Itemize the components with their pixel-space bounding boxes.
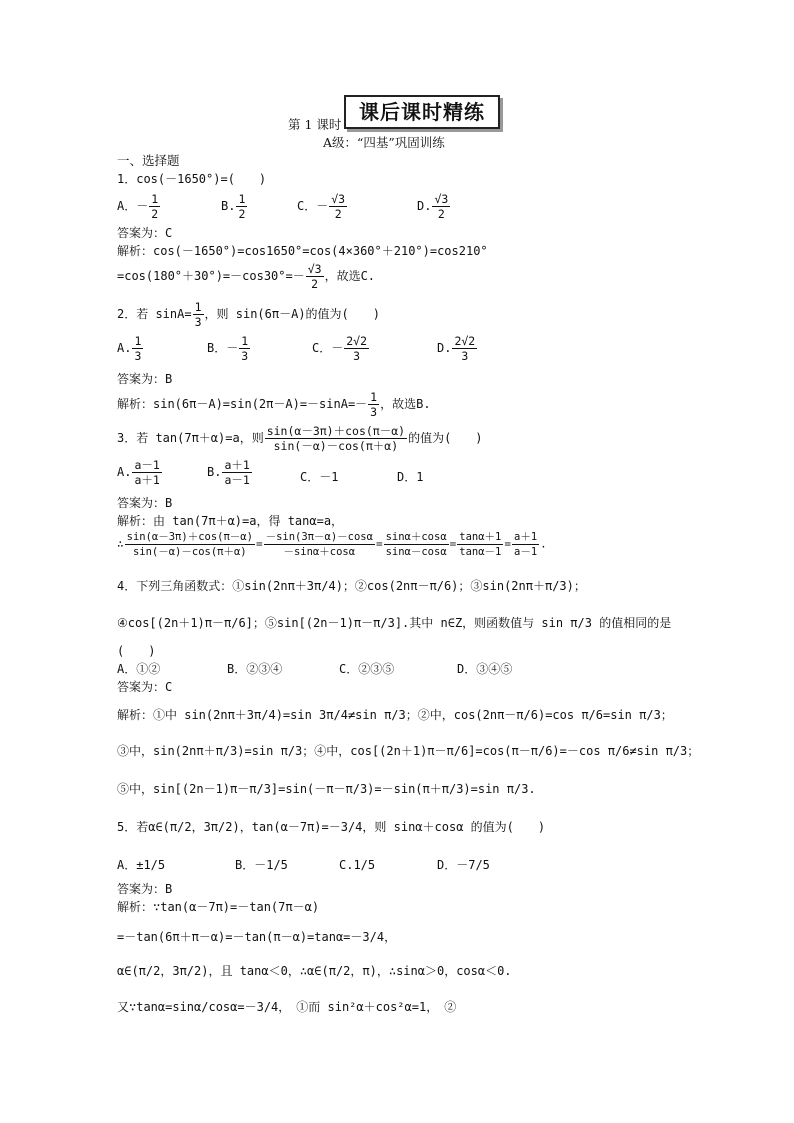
level-heading: A级：“四基”巩固训练 [323, 135, 445, 150]
question-2-answer: 答案为：B [117, 372, 173, 386]
option-b: B．－1/5 [235, 858, 288, 872]
question-1-stem: 1．cos(－1650°)=( ) [117, 172, 267, 186]
option-b: B. $\frac{1}{2}$ [221, 192, 246, 221]
question-1-solution-line-1: 解析：cos(－1650°)=cos1650°=cos(4×360°＋210°)=cos210° [117, 244, 488, 258]
question-3-solution-line-1: 解析：由 tan(7π＋α)=a，得 tanα=a， [117, 514, 344, 528]
option-b: B．②③④ [227, 662, 283, 676]
option-d: D．③④⑤ [457, 662, 513, 676]
option-c: C.1/5 [339, 858, 376, 872]
option-c: C．－ $\frac{√3}{2}$ [297, 192, 346, 221]
option-a: A．－ $\frac{1}{2}$ [117, 192, 159, 221]
question-2-stem: 2．若 sinA= $\frac{1}{3}$ ，则 sin(6π－A)的值为( ) [117, 300, 380, 329]
question-4-solution-line-2: ③中，sin(2nπ＋π/3)=sin π/3；④中，cos[(2n＋1)π－π/6]=cos(π－π/6)=－cos π/6≠sin π/3； [117, 744, 700, 758]
question-5-solution-line-3: α∈(π/2，3π/2)，且 tanα＜0，∴α∈(π/2，π)，∴sinα＞0，cosα＜0. [117, 964, 512, 978]
question-2-solution: 解析：sin(6π－A)=sin(2π－A)=－sinA=－ $\frac{1}{3}$ ，故选B. [117, 390, 431, 419]
question-3-stem: 3．若 tan(7π＋α)=a，则 $\frac{\sin(\alpha-3\pi)+\cos(\pi-\alpha)}{\sin(-\alpha)-\cos(\pi+\alpha)}$ 的值为( ) [117, 424, 483, 453]
question-4-solution-line-1: 解析：①中 sin(2nπ＋3π/4)=sin 3π/4≠sin π/3；②中，cos(2nπ－π/6)=cos π/6=sin π/3； [117, 708, 673, 722]
option-c: C．－ $\frac{2√2}{3}$ [312, 334, 368, 363]
question-4-options [117, 660, 597, 678]
question-1-solution-line-2: =cos(180°＋30°)=－cos30°=－ $\frac{√3}{2}$ ，故选C. [117, 262, 376, 291]
question-4-line-2: ④cos[(2n＋1)π－π/6]；⑤sin[(2n－1)π－π/3].其中 n∈Z，则函数值与 sin π/3 的值相同的是 [117, 616, 672, 630]
option-c: C．－1 [300, 470, 339, 484]
option-b: B. $\frac{a+1}{a-1}$ [207, 458, 250, 487]
option-b: B．－ $\frac{1}{3}$ [207, 334, 249, 363]
question-4-solution-line-3: ⑤中，sin[(2n－1)π－π/3]=sin(－π－π/3)=－sin(π＋π/3)=sin π/3. [117, 782, 536, 796]
question-3-answer: 答案为：B [117, 496, 173, 510]
option-a: A．①② [117, 662, 161, 676]
question-5-stem: 5．若α∈(π/2，3π/2)，tan(α－7π)=－3/4，则 sinα＋cosα 的值为( ) [117, 820, 546, 834]
question-5-answer: 答案为：B [117, 882, 173, 896]
option-a: A. $\frac{a-1}{a+1}$ [117, 458, 160, 487]
question-5-solution-line-1: 解析：∵tan(α－7π)=－tan(7π－α) [117, 900, 320, 914]
option-d: D．－7/5 [437, 858, 490, 872]
question-5-solution-line-2: =－tan(6π＋π－α)=－tan(π－α)=tanα=－3/4， [117, 930, 397, 944]
question-5-options [117, 856, 597, 874]
question-4-line-1: 4．下列三角函数式：①sin(2nπ＋3π/4)；②cos(2nπ－π/6)；③sin(2nπ＋π/3)； [117, 579, 586, 593]
lesson-label: 第 1 课时 [288, 117, 342, 132]
option-d: D. $\frac{2√2}{3}$ [437, 334, 476, 363]
option-a: A．±1/5 [117, 858, 166, 872]
section-heading: 一、选择题 [117, 153, 180, 168]
question-4-answer: 答案为：C [117, 680, 173, 694]
option-a: A. $\frac{1}{3}$ [117, 334, 142, 363]
page-title: 课后课时精练 [344, 95, 500, 129]
option-d: D．1 [397, 470, 424, 484]
option-c: C．②③⑤ [339, 662, 395, 676]
question-4-line-3: ( ) [117, 644, 156, 658]
question-1-answer: 答案为：C [117, 226, 173, 240]
option-d: D. $\frac{√3}{2}$ [417, 192, 449, 221]
question-5-solution-line-4: 又∵tanα=sinα/cosα=－3/4， ①而 sin²α＋cos²α=1， ② [117, 1000, 457, 1014]
question-3-solution-line-2: ∴ $\frac{\sin(\alpha-3\pi)+\cos(\pi-\alpha)}{\sin(-\alpha)-\cos(\pi+\alpha)}$ = $\frac{-\sin(3\pi-\alpha)-\cos\alpha}{-\sin\alpha+\cos\alpha}$ = $\frac{\sin\alpha+\cos\alpha}{\sin\alpha-\cos\alpha}$ = $\frac{\tan\alpha+1}{\tan\alpha-1}$ = $\frac{a+1}{a-1}$ . [117, 531, 547, 558]
